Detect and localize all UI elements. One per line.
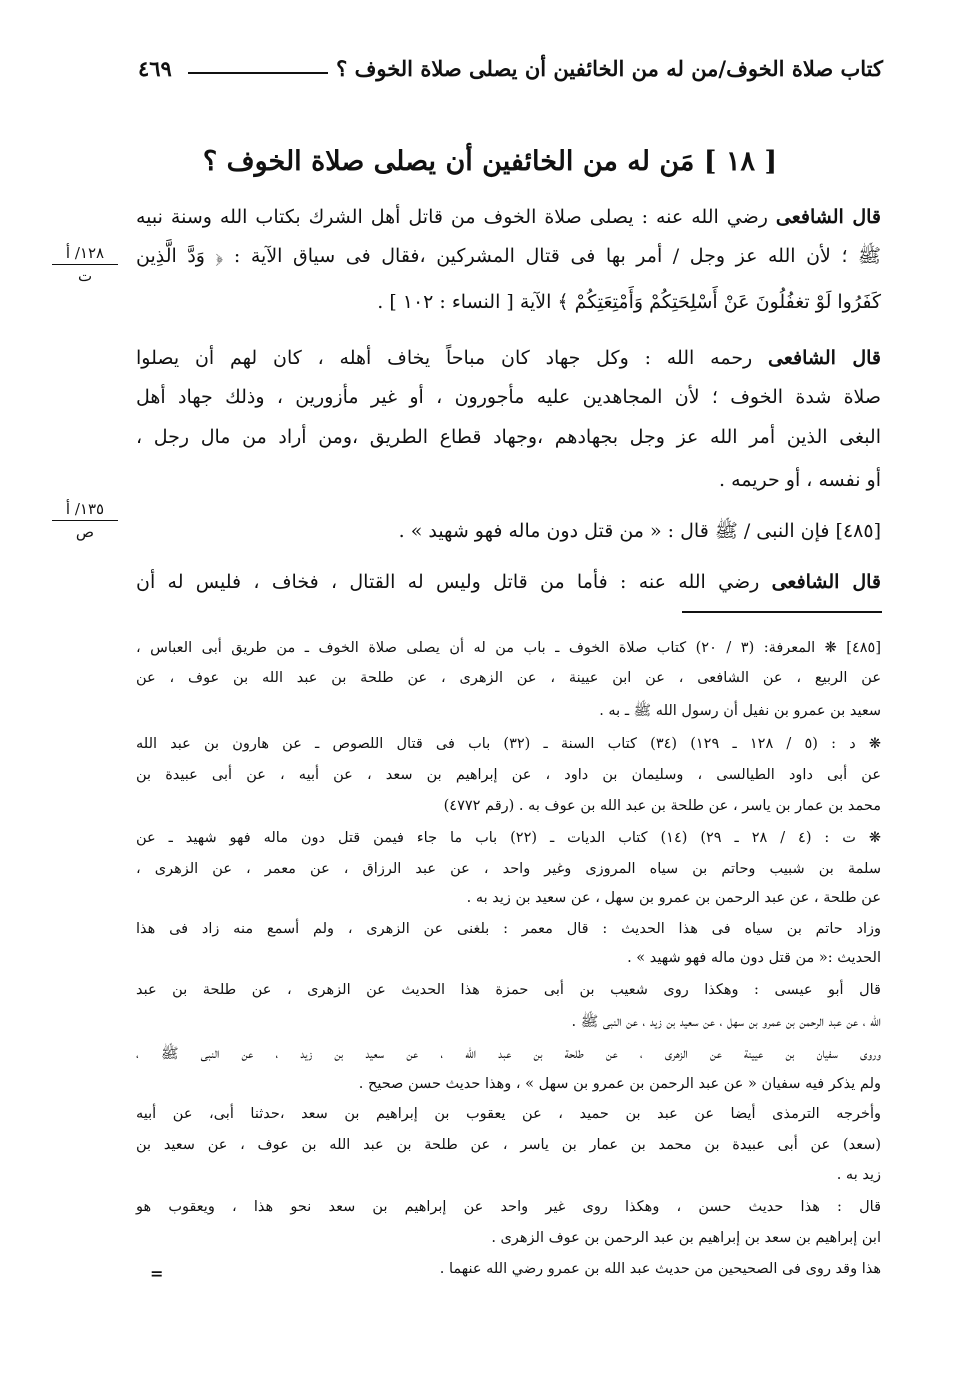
- main-text-line: صلاة شدة الخوف ؛ لأن المجاهدين عليه مأجورون ، أو غير مأزورين ، وذلك جهاد أهل: [136, 386, 881, 408]
- footnote-line: ولم يذكر فيه سفيان « عن عبد الرحمن بن عمرو بن سهل » ، وهذا حديث حسن صحيح .: [358, 1076, 881, 1092]
- footnote-line: قال أبو عيسى : وهكذا روى شعيب بن أبى حمزة هذا الحديث عن الزهرى ، عن طلحة بن عبد: [136, 982, 881, 998]
- margin-note-folio: ١٢٨/ أ: [52, 244, 118, 265]
- margin-note-folio: ١٣٥/ أ: [52, 500, 118, 521]
- main-text-line: أو نفسه ، أو حريمه .: [718, 469, 881, 491]
- footnote-line: ❋ د : (٥ / ١٢٨ ـ ١٢٩) (٣٤) كتاب السنة ـ (٣٢) باب فى قتال اللصوص ـ عن هارون بن عبد الله: [136, 736, 881, 752]
- main-text-line: ﷺ ؛ لأن الله عز وجل / أمر بها فى قتال المشركين ،فقال فى سياق الآية : ﴿ وَدَّ الَّذِين: [136, 245, 881, 267]
- footnote-line: ❋ ت : (٤ / ٢٨ ـ ٢٩) (١٤) كتاب الديات ـ (٢٢) باب ما جاء فيمن قتل دون ماله فهو شهيد ـ عن: [136, 830, 881, 846]
- footnote-separator: [682, 611, 882, 613]
- footnote-line: هذا وقد روى فى الصحيحين من حديث عبد الله بن عمرو رضي الله عنهما .: [439, 1261, 881, 1277]
- footnote-line: الله ، عن عبد الرحمن بن عمرو بن سهل ، عن سعيد بن زيد ، عن النبى ﷺ .: [571, 1014, 881, 1030]
- footnote-line: قال : هذا حديث حسن ، وهكذا روى غير واحد عن إبراهيم بن سعد نحو هذا ، ويعقوب هو: [136, 1199, 881, 1215]
- footnote-line: [٤٨٥] ❋ المعرفة: (٣ / ٢٠) كتاب صلاة الخوف ـ باب من له أن يصلى صلاة الخوف ـ من طريق أبى العباس ،: [136, 640, 881, 656]
- main-text-line: قال الشافعى رضي الله عنه : يصلى صلاة الخوف من قاتل أهل الشرك بكتاب الله وسنة نبيه: [136, 206, 881, 228]
- margin-note: [52, 500, 118, 541]
- footnote-line: سعيد بن عمرو بن نفيل أن رسول الله ﷺ ـ به .: [599, 703, 881, 719]
- main-text-line: كَفَرُوا لَوْ تغفُلُونَ عَنْ أَسْلِحَتِكُمْ وَأَمْتِعَتِكُمْ ﴾ الآية [ النساء : ١٠٢ ] .: [377, 291, 881, 313]
- footnote-line: محمد بن عمار بن ياسر ، عن طلحة بن عبد الله بن عوف به . (رقم ٤٧٧٢): [443, 798, 881, 814]
- margin-note-manuscript: ت: [77, 267, 93, 285]
- margin-note-manuscript: ص: [75, 523, 95, 541]
- footnote-line: سلمة بن شبيب وحاتم بن سياه المروزى وغير واحد ، عن عبد الرزاق ، عن معمر ، عن الزهرى ،: [136, 861, 881, 877]
- footnote-line: عن طلحة ، عن عبد الرحمن بن عمرو بن سهل ، عن سعيد بن زيد به .: [466, 890, 881, 906]
- margin-note: [52, 244, 118, 285]
- main-text-line: البغى الذين أمر الله عز وجل بجهادهم ،وجهاد قطاع الطريق ،ومن أراد من مال رجل ،: [136, 426, 881, 448]
- footnote-line: وأخرجه الترمذى أيضا عن عبد بن حميد ، عن يعقوب بن إبراهيم بن سعد ،حدثنا أبى، عن أبيه: [136, 1106, 881, 1122]
- continuation-mark: =: [150, 1264, 164, 1283]
- footnote-line: وزاد حاتم بن سياه فى هذا الحديث : قال معمر : بلغنى عن الزهرى ، ولم أسمع منه زاد فى هذا: [136, 921, 881, 937]
- footnote-line: عن أبى داود الطيالسى ، وسليمان بن داود ، عن إبراهيم بن سعد ، عن أبيه ، عن أبى عبيدة بن: [136, 767, 881, 783]
- page-number: ٤٦٩: [138, 56, 172, 81]
- footnote-line: وروى سفيان بن عيينة عن الزهرى ، عن طلحة بن عبد الله ، عن سعيد بن زيد ، عن النبى ﷺ ،: [136, 1046, 881, 1062]
- main-text-line: قال الشافعى رحمه الله : وكل جهاد كان مباحاً يخاف أهله ، كان لهم أن يصلوا: [136, 347, 881, 369]
- footnote-line: عن الربيع ، عن الشافعى ، عن ابن عيينة ، عن الزهرى ، عن طلحة بن عبد الله بن عوف ، عن: [136, 670, 881, 686]
- footnote-line: الحديث :« من قتل دون ماله فهو شهيد » .: [627, 950, 881, 966]
- header-rule: [188, 72, 328, 74]
- running-header-title: كتاب صلاة الخوف/من له من الخائفين أن يصلى صلاة الخوف ؟: [336, 56, 883, 81]
- chapter-title: [ ١٨ ] مَن له من الخائفين أن يصلى صلاة الخوف ؟: [202, 146, 778, 177]
- hadith-line: [٤٨٥] فإن النبى / ﷺ قال : « من قتل دون ماله فهو شهيد » .: [398, 520, 881, 542]
- footnote-line: زيد به .: [836, 1167, 881, 1183]
- footnote-line: (سعد) عن أبى عبيدة بن محمد بن عمار بن ياسر ، عن طلحة بن عبد الله بن عوف ، عن سعيد بن: [136, 1137, 881, 1153]
- main-text-line: قال الشافعى رضي الله عنه : فأما من قاتل وليس له القتال ، فخاف ، فليس له أن: [136, 571, 881, 593]
- footnote-line: ابن إبراهيم بن سعد بن إبراهيم بن عبد الرحمن بن عوف الزهرى .: [491, 1230, 881, 1246]
